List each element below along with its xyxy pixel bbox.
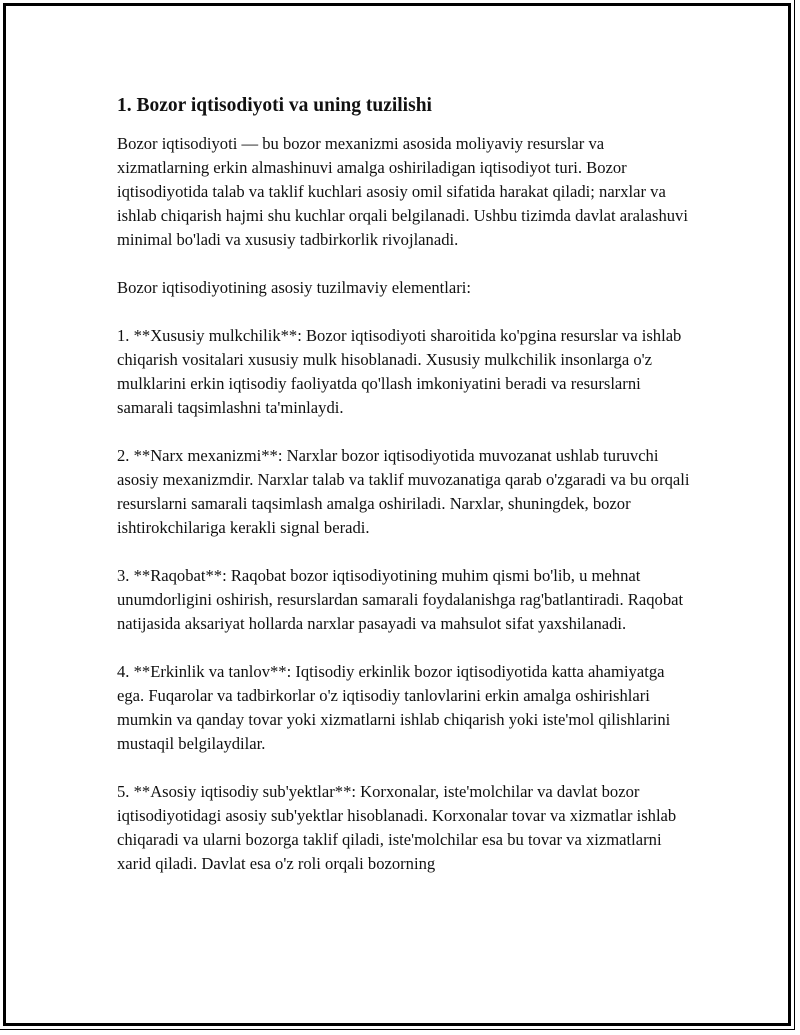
paragraph-elements-lead: Bozor iqtisodiyotining asosiy tuzilmaviy elementlari:	[117, 278, 471, 297]
paragraph-item-3: 3. **Raqobat**: Raqobat bozor iqtisodiyotining muhim qismi bo'lib, u mehnat unumdorligini oshirish, resurslardan samarali foydalanishga rag'batlantiradi. Raqobat natijasida aksariyat hollarda narxlar pasayadi va mahsulot sifat yaxshilanadi.	[117, 566, 684, 633]
paragraph-item-1: 1. **Xususiy mulkchilik**: Bozor iqtisodiyoti sharoitida ko'pgina resurslar va ishlab chiqarish vositalari xususiy mulk hisoblanadi. Xususiy mulkchilik insonlarga o'z mulklarini erkin iqtisodiy faoliyatda qo'llash imkoniyatini beradi va resurslarni samarali taqsimlashni ta'minlaydi.	[117, 326, 682, 417]
document-body	[117, 92, 692, 900]
section-heading: 1. Bozor iqtisodiyoti va uning tuzilishi	[117, 95, 432, 116]
paragraph-item-5: 5. **Asosiy iqtisodiy sub'yektlar**: Korxonalar, iste'molchilar va davlat bozor iqtisodiyotidagi asosiy sub'yektlar hisoblanadi. Korxonalar tovar va xizmatlar ishlab chiqaradi va ularni bozorga taklif qiladi, iste'molchilar esa bu tovar va xizmatlarni xarid qiladi. Davlat esa o'z roli orqali bozorning	[117, 782, 677, 873]
paragraph-item-2: 2. **Narx mexanizmi**: Narxlar bozor iqtisodiyotida muvozanat ushlab turuvchi asosiy mexanizmdir. Narxlar talab va taklif muvozanatiga qarab o'zgaradi va bu orqali resurslarni samarali taqsimlash amalga oshiriladi. Narxlar, shuningdek, bozor ishtirokchilariga kerakli signal beradi.	[117, 446, 690, 537]
paragraph-intro: Bozor iqtisodiyoti — bu bozor mexanizmi asosida moliyaviy resurslar va xizmatlarning erkin almashinuvi amalga oshiriladigan iqtisodiyot turi. Bozor iqtisodiyotida talab va taklif kuchlari asosiy omil sifatida harakat qiladi; narxlar va ishlab chiqarish hajmi shu kuchlar orqali belgilanadi. Ushbu tizimda davlat aralashuvi minimal bo'ladi va xususiy tadbirkorlik rivojlanadi.	[117, 134, 688, 249]
paragraph-item-4: 4. **Erkinlik va tanlov**: Iqtisodiy erkinlik bozor iqtisodiyotida katta ahamiyatga ega. Fuqarolar va tadbirkorlar o'z iqtisodiy tanlovlarini erkin amalga oshirishlari mumkin va qanday tovar yoki xizmatlarni ishlab chiqarish yoki iste'mol qilishlarini mustaqil belgilaydilar.	[117, 662, 671, 753]
